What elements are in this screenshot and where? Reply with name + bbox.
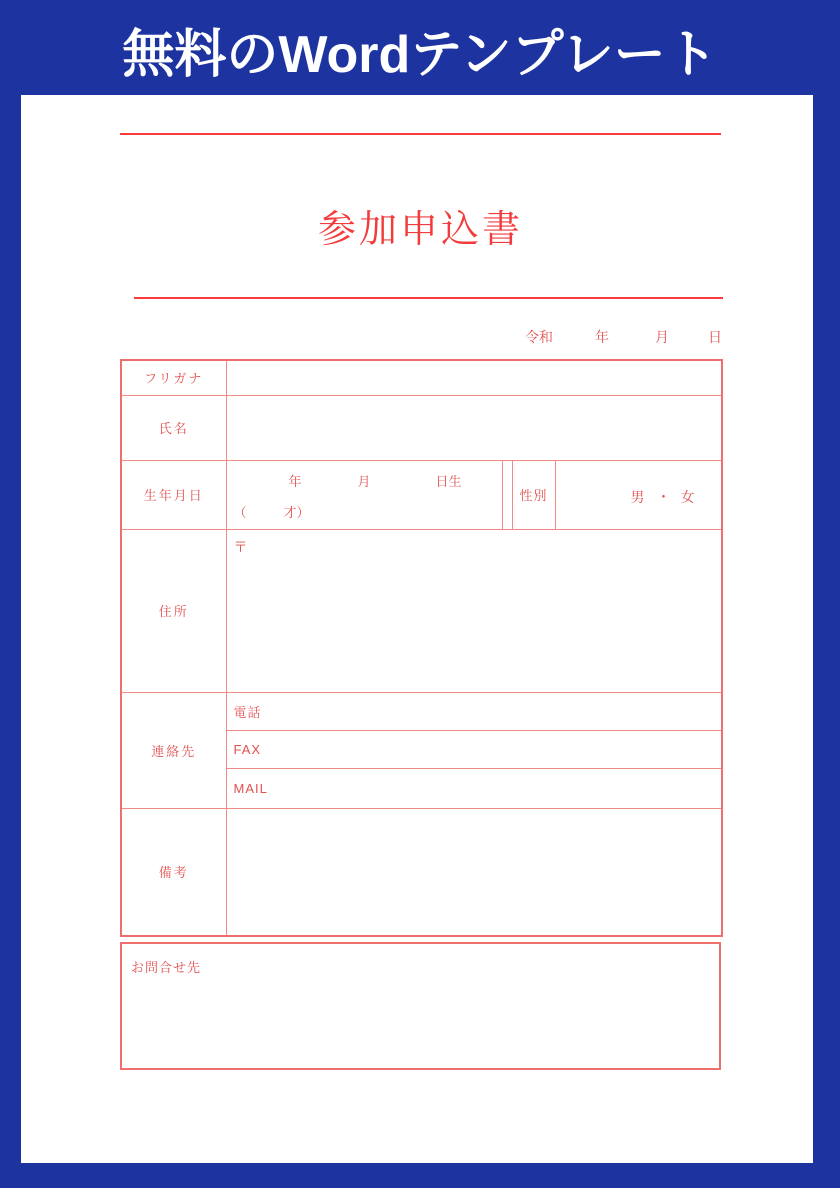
furigana-label: フリガナ: [121, 360, 226, 395]
inquiry-label: お問合せ先: [131, 960, 202, 975]
fax-label: FAX: [233, 741, 262, 757]
mail-input-cell[interactable]: [226, 768, 722, 808]
name-input-cell[interactable]: [226, 395, 722, 460]
application-form-table: [120, 359, 723, 937]
document-page: [21, 95, 813, 1163]
birth-month-label: 月: [357, 473, 371, 489]
contact-label: 連絡先: [121, 692, 226, 808]
table-row: [121, 808, 722, 936]
birthdate-label: 生年月日: [121, 460, 226, 529]
date-month-label: 月: [655, 329, 669, 345]
date-era-label: 令和: [525, 329, 553, 345]
phone-input-cell[interactable]: [226, 692, 722, 730]
address-input-cell[interactable]: [226, 529, 722, 692]
name-label: 氏名: [121, 395, 226, 460]
gender-choice-cell[interactable]: [555, 460, 722, 529]
site-banner-title: 無料のWordテンプレート: [122, 26, 718, 84]
top-divider-line: [120, 133, 721, 135]
furigana-input-cell[interactable]: [226, 360, 722, 395]
remarks-input-cell[interactable]: [226, 808, 722, 936]
table-row: [121, 529, 722, 692]
table-row: [121, 692, 722, 730]
date-day-label: 日: [708, 329, 722, 345]
spacer-cell: [502, 460, 512, 529]
birth-day-label: 日生: [435, 473, 462, 489]
date-year-label: 年: [595, 329, 609, 345]
mail-label: MAIL: [233, 780, 268, 796]
document-content: [120, 95, 723, 1163]
birth-year-label: 年: [288, 473, 302, 489]
gender-option-male[interactable]: 男: [630, 488, 645, 505]
remarks-label: 備考: [121, 808, 226, 936]
address-label: 住所: [121, 529, 226, 692]
fax-input-cell[interactable]: [226, 730, 722, 768]
age-label: 才）: [283, 504, 310, 520]
gender-label: 性別: [512, 460, 555, 529]
gender-option-separator: ・: [656, 488, 671, 505]
age-paren-open: （: [233, 504, 247, 520]
title-divider-line: [134, 297, 723, 299]
postal-mark: 〒: [233, 538, 248, 555]
inquiry-box[interactable]: [120, 942, 721, 1070]
gender-option-female[interactable]: 女: [680, 488, 695, 505]
phone-label: 電話: [233, 704, 262, 720]
table-row: [121, 460, 722, 529]
table-row: [121, 360, 722, 395]
birthdate-input-cell[interactable]: [226, 460, 502, 529]
date-line: [120, 327, 721, 347]
table-row: [121, 395, 722, 460]
form-title: 参加申込書: [317, 209, 523, 251]
